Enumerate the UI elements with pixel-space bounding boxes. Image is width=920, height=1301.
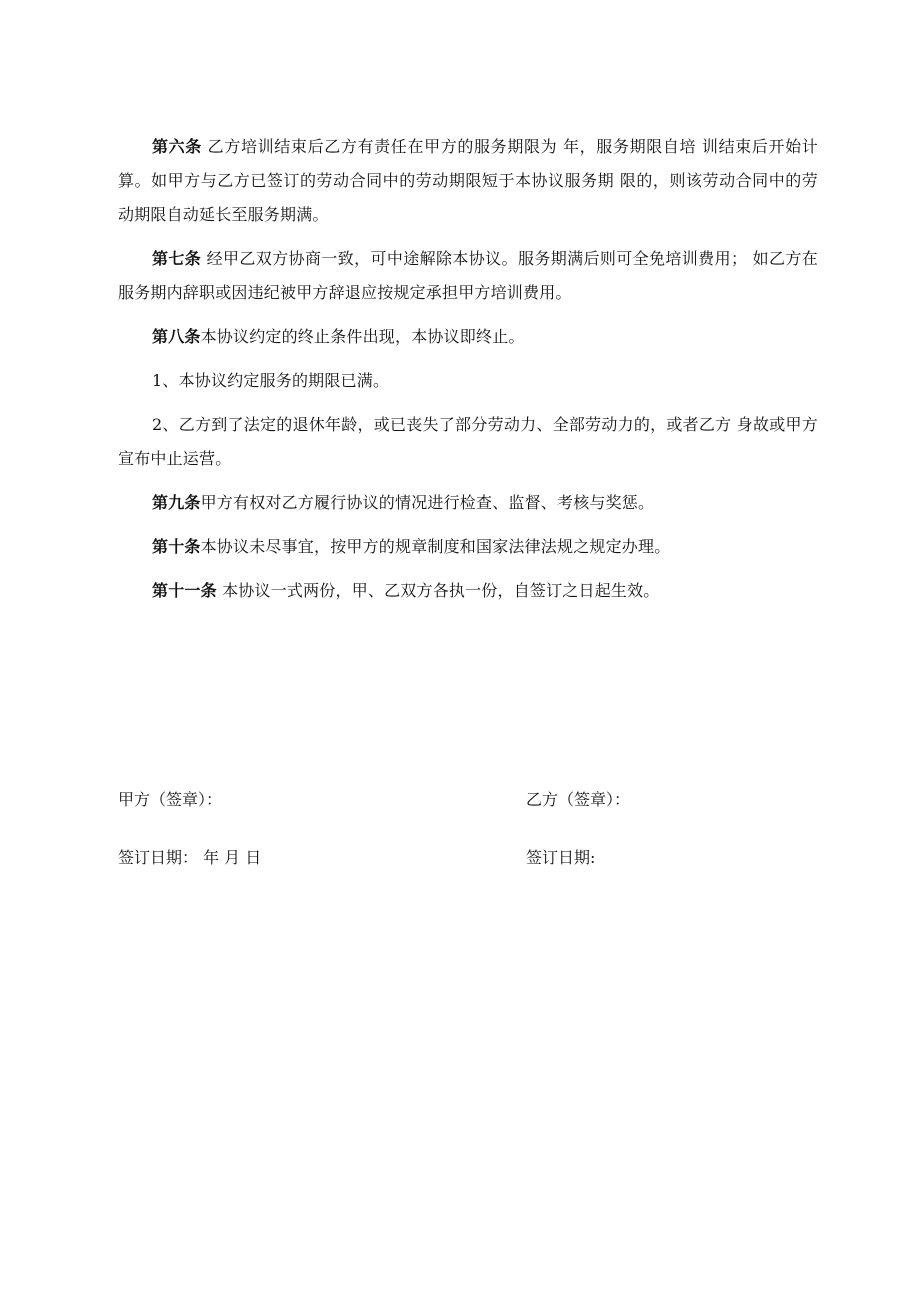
article-number: 第八条 [152, 327, 201, 346]
article-7 [118, 242, 818, 310]
article-text: 乙方培训结束后乙方有责任在甲方的服务期限为 年，服务期限自培 训结束后开始计算。如甲方与乙方已签订的劳动合同中的劳动期限短于本协议服务期 限的，则该劳动合同中的劳动期限自动延长至服务期满。 [118, 137, 818, 224]
clause-1 [118, 364, 818, 398]
article-number: 第十条 [152, 537, 201, 556]
party-a-date: 签订日期： 年 月 日 [118, 848, 262, 867]
article-text: 本协议未尽事宜，按甲方的规章制度和国家法律法规之规定办理。 [200, 537, 671, 556]
article-11 [118, 574, 818, 608]
article-text: 经甲乙双方协商一致，可中途解除本协议。服务期满后则可全免培训费用； 如乙方在服务期内辞职或因违纪被甲方辞退应按规定承担甲方培训费用。 [118, 249, 818, 302]
document-body [118, 130, 818, 618]
article-number: 第六条 [152, 137, 202, 156]
article-10 [118, 530, 818, 564]
party-b-date: 签订日期: [526, 848, 596, 867]
clause-2 [118, 408, 818, 476]
article-8 [118, 320, 818, 354]
clause-text: 2、乙方到了法定的退休年龄，或已丧失了部分劳动力、全部劳动力的，或者乙方 身故或甲方宣布中止运营。 [118, 415, 818, 468]
article-text: 本协议一式两份，甲、乙双方各执一份，自签订之日起生效。 [216, 581, 660, 600]
article-text: 甲方有权对乙方履行协议的情况进行检查、监督、考核与奖惩。 [200, 493, 655, 512]
article-number: 第十一条 [152, 581, 217, 600]
article-text: 本协议约定的终止条件出现，本协议即终止。 [200, 327, 525, 346]
article-9 [118, 486, 818, 520]
party-b-signature-label: 乙方（签章）： [526, 790, 631, 809]
article-number: 第七条 [152, 249, 202, 268]
article-number: 第九条 [152, 493, 201, 512]
clause-text: 1、本协议约定服务的期限已满。 [152, 371, 390, 390]
article-6 [118, 130, 818, 232]
party-a-signature-label: 甲方（签章）： [118, 790, 223, 809]
